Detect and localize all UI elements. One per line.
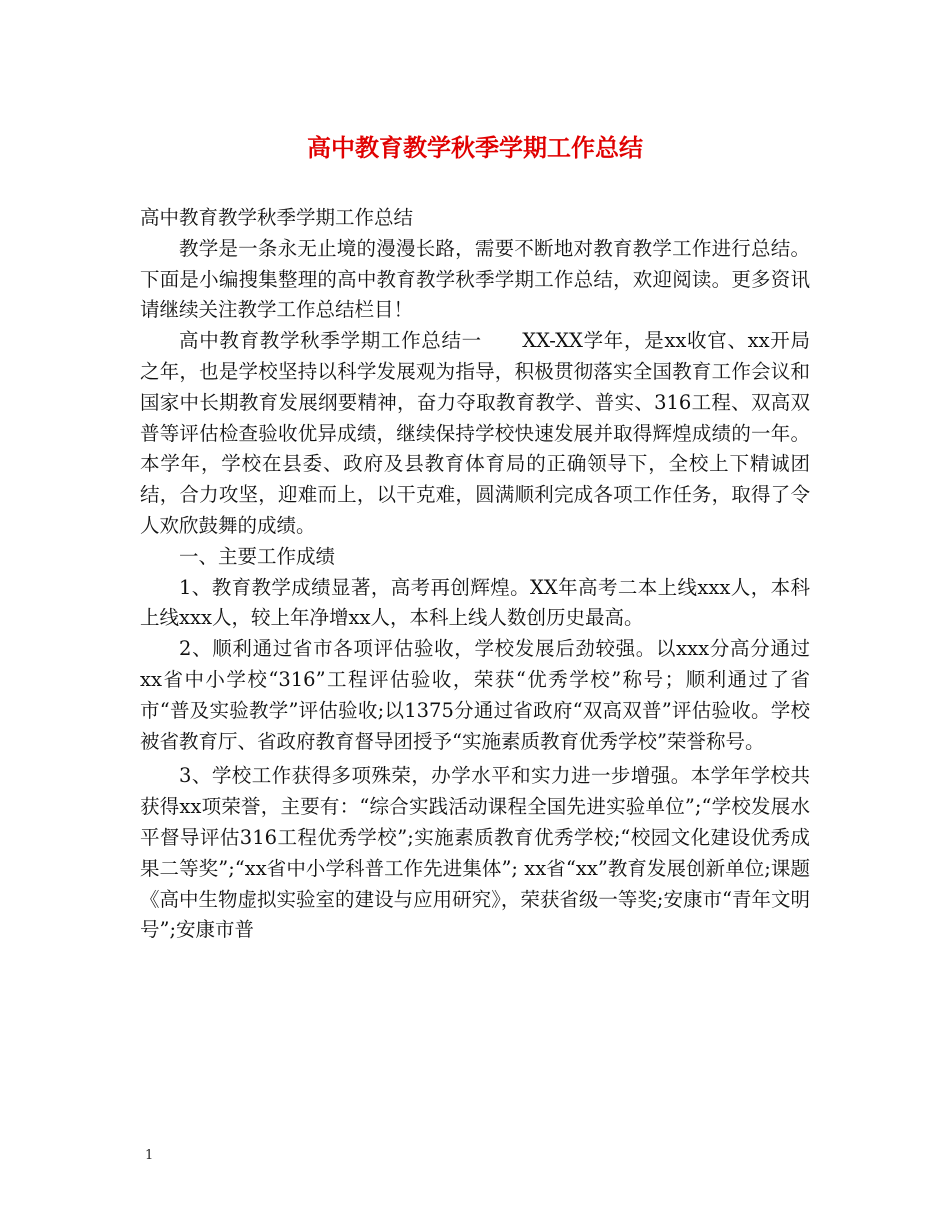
achievement-three-paragraph: 3、学校工作获得多项殊荣，办学水平和实力进一步增强。本学年学校共获得xx项荣誉，主要有：“综合实践活动课程全国先进实验单位”;“学校发展水平督导评估316工程优秀学校”;实施素质教育优秀学校;“校园文化建设优秀成果二等奖”;“xx省中小学科普工作先进集体”; xx省“xx”教育发展创新单位;课题《高中生物虚拟实验室的建设与应用研究》，荣获省级一等奖;安康市“青年文明号”;安康市普	[140, 764, 810, 942]
summary-one-paragraph: 高中教育教学秋季学期工作总结一 XX-XX学年，是xx收官、xx开局之年，也是学校坚持以科学发展观为指导，积极贯彻落实全国教育工作会议和国家中长期教育发展纲要精神，奋力夺取教育教学、普实、316工程、双高双普等评估检查验收优异成绩，继续保持学校快速发展并取得辉煌成绩的一年。本学年，学校在县委、政府及县教育体育局的正确领导下，全校上下精诚团结，合力攻坚，迎难而上，以干克难，圆满顺利完成各项工作任务，取得了令人欢欣鼓舞的成绩。	[140, 329, 810, 537]
subtitle-line: 高中教育教学秋季学期工作总结	[140, 206, 414, 229]
achievement-one-paragraph: 1、教育教学成绩显著，高考再创辉煌。XX年高考二本上线xxx人，本科上线xxx人，较上年净增xx人，本科上线人数创历史最高。	[140, 575, 810, 630]
page-number: 1	[145, 1148, 154, 1163]
section-heading: 一、主要工作成绩	[179, 544, 336, 568]
document-title: 高中教育教学秋季学期工作总结	[307, 133, 643, 162]
achievement-two-paragraph: 2、顺利通过省市各项评估验收，学校发展后劲较强。以xxx分高分通过xx省中小学校“316”工程评估验收，荣获“优秀学校”称号；顺利通过了省市“普及实验教学”评估验收;以1375分通过省政府“双高双普”评估验收。学校被省教育厅、省政府教育督导团授予“实施素质教育优秀学校”荣誉称号。	[140, 637, 810, 753]
intro-paragraph: 教学是一条永无止境的漫漫长路，需要不断地对教育教学工作进行总结。下面是小编搜集整理的高中教育教学秋季学期工作总结，欢迎阅读。更多资讯请继续关注教学工作总结栏目！	[140, 236, 810, 322]
document-body	[140, 203, 810, 946]
